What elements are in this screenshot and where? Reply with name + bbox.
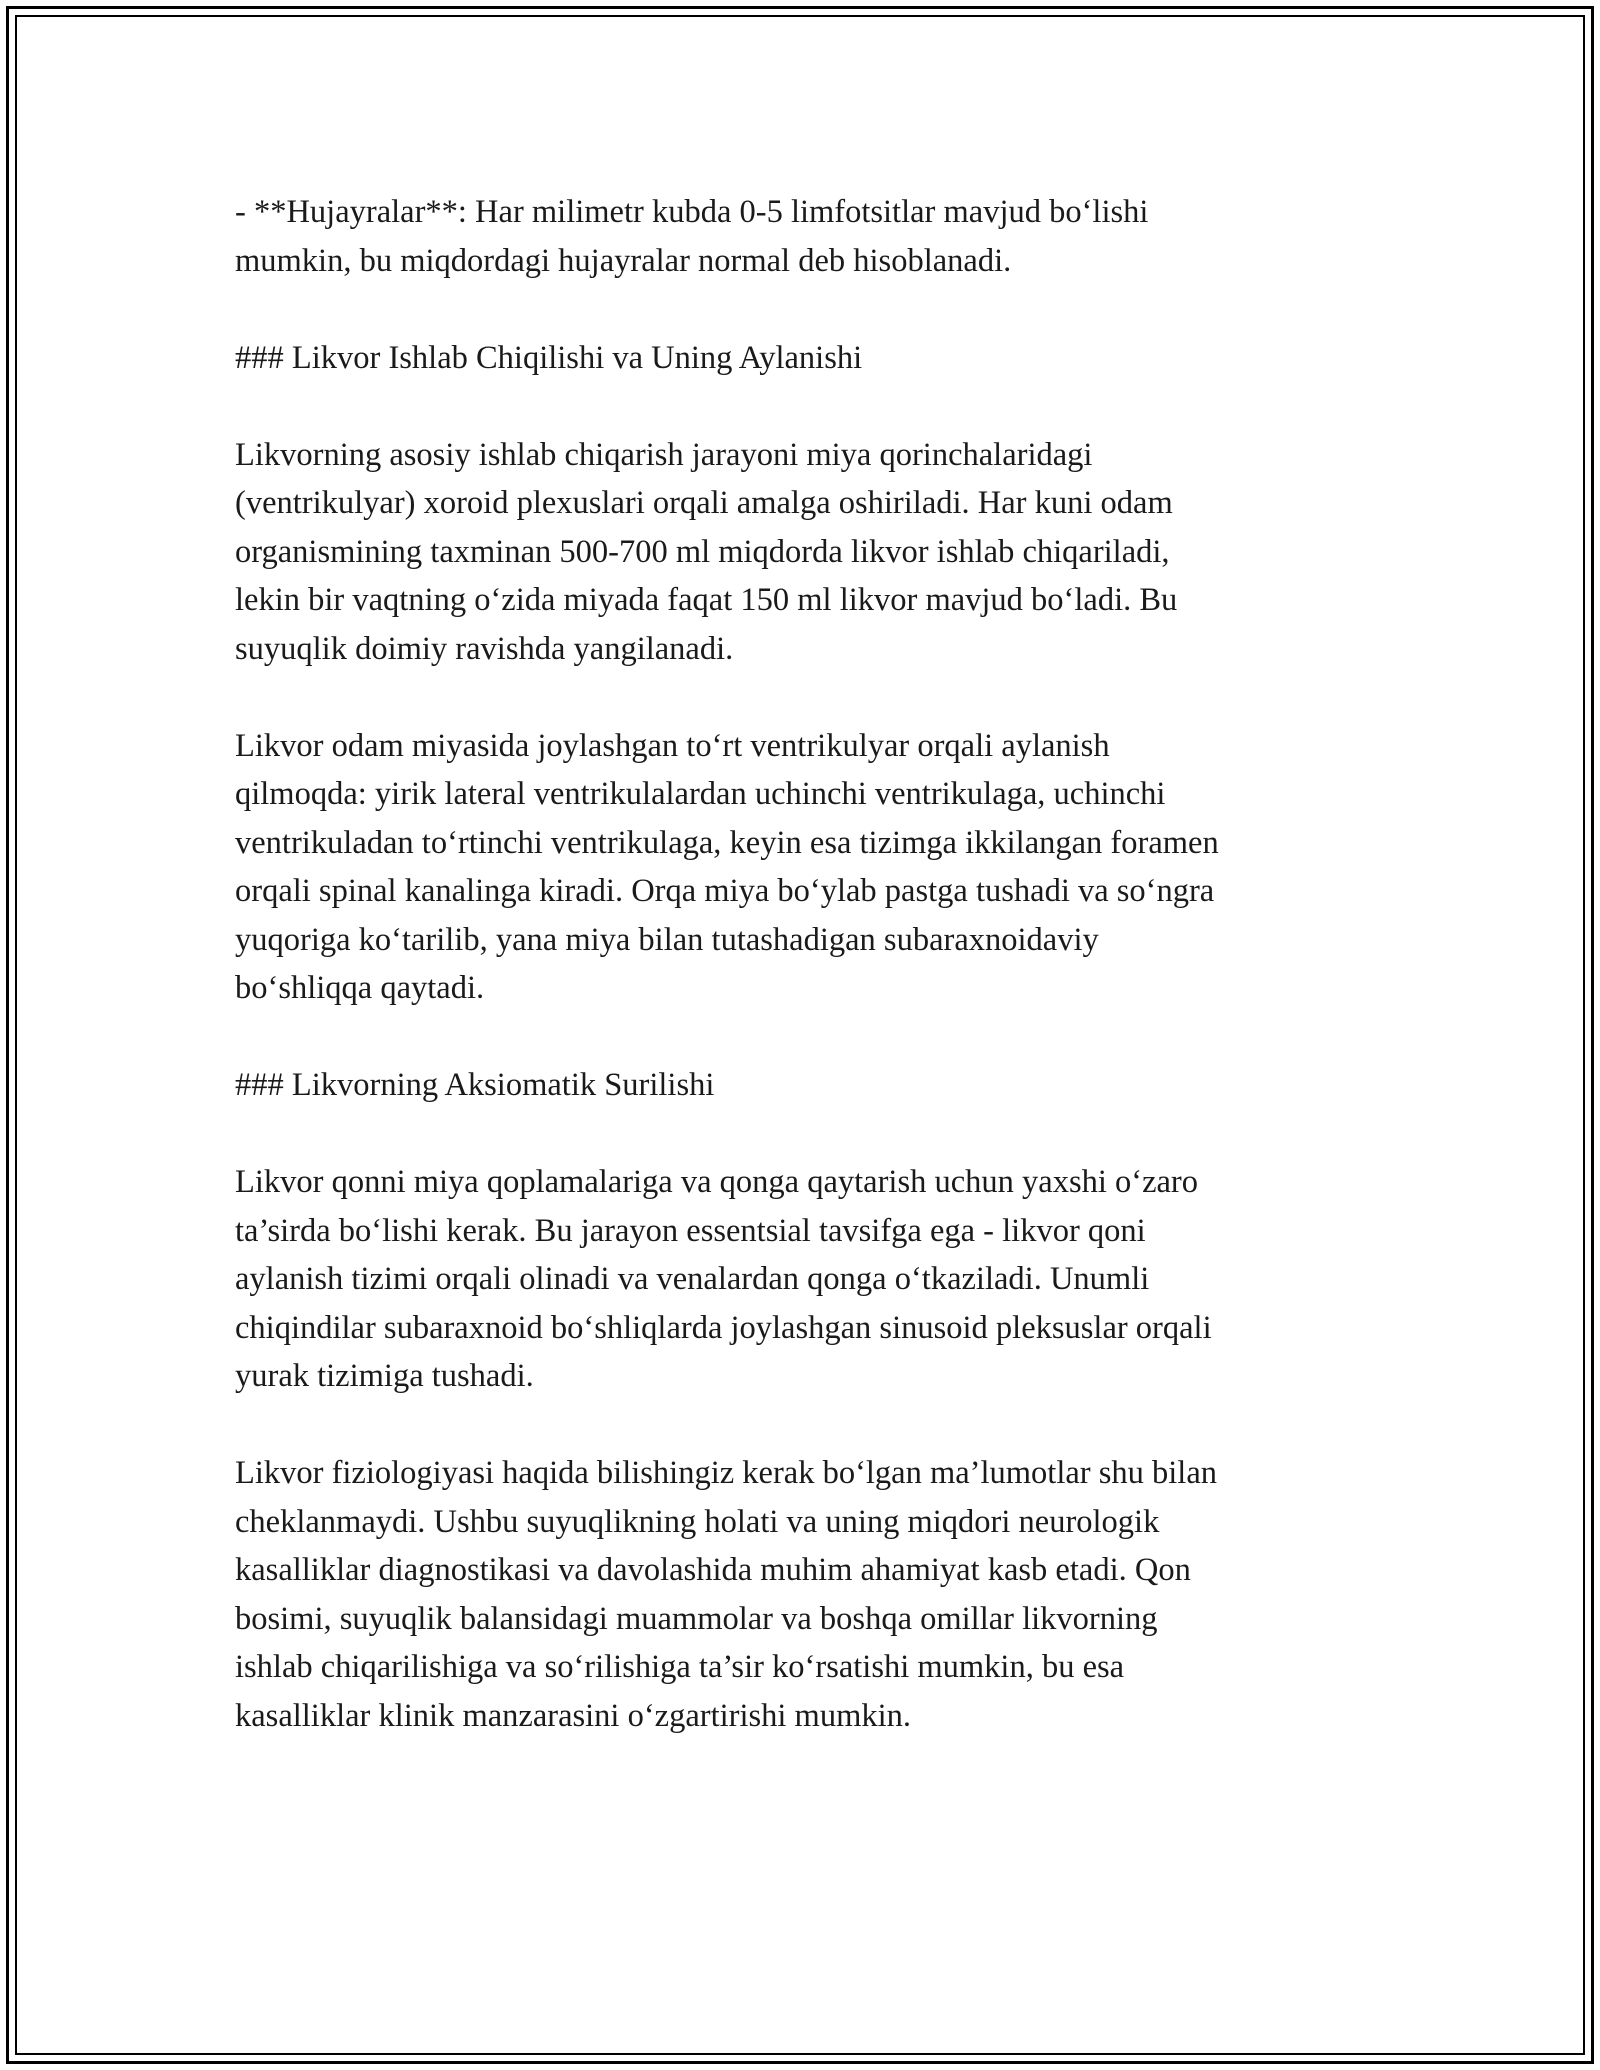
paragraph-conclusion: Likvor fiziologiyasi haqida bilishingiz kerak bo‘lgan ma’lumotlar shu bilan cheklanmaydi. Ushbu suyuqlikning holati va uning miqdori neurologik kasalliklar diagnostikasi va davolashida muhim ahamiyat kasb etadi. Qon bosimi, suyuqlik balansidagi muammolar va boshqa omillar likvorning ishlab chiqarilishiga va so‘rilishiga ta’sir ko‘rsatishi mumkin, bu esa kasalliklar klinik manzarasini o‘zgartirishi mumkin. — [235, 1455, 1217, 1734]
paragraph-circulation: Likvor odam miyasida joylashgan to‘rt ventrikulyar orqali aylanish qilmoqda: yirik lateral ventrikulalardan uchinchi ventrikulaga, uchinchi ventrikuladan to‘rtinchi ventrikulaga, keyin esa tizimga ikkilangan foramen orqali spinal kanalinga kiradi. Orqa miya bo‘ylab pastga tushadi va so‘ngra yuqoriga ko‘tarilib, yana miya bilan tutashadigan subaraxnoidaviy bo‘shliqqa qaytadi. — [235, 727, 1219, 1006]
heading-absorption: ### Likvorning Aksiomatik Surilishi — [235, 1067, 715, 1103]
heading-production-circulation: ### Likvor Ishlab Chiqilishi va Uning Aylanishi — [235, 339, 863, 376]
paragraph-production: Likvorning asosiy ishlab chiqarish jarayoni miya qorinchalaridagi (ventrikulyar) xoroid plexuslari orqali amalga oshiriladi. Har kuni odam organismining taxminan 500-700 ml miqdorda likvor ishlab chiqariladi, lekin bir vaqtning o‘zida miyada faqat 150 ml likvor mavjud bo‘ladi. Bu suyuqlik doimiy ravishda yangilanadi. — [235, 436, 1178, 667]
paragraph-cells-info: - **Hujayralar**: Har milimetr kubda 0-5 limfotsitlar mavjud bo‘lishi mumkin, bu miqdordagi hujayralar normal deb hisoblanadi. — [235, 194, 1149, 279]
paragraph-absorption: Likvor qonni miya qoplamalariga va qonga qaytarish uchun yaxshi o‘zaro ta’sirda bo‘lishi kerak. Bu jarayon essentsial tavsifga ega - likvor qoni aylanish tizimi orqali olinadi va venalardan qonga o‘tkaziladi. Unumli chiqindilar subaraxnoid bo‘shliqlarda joylashgan sinusoid pleksuslar orqali yurak tizimiga tushadi. — [235, 1164, 1212, 1394]
document-body — [235, 188, 1365, 1789]
